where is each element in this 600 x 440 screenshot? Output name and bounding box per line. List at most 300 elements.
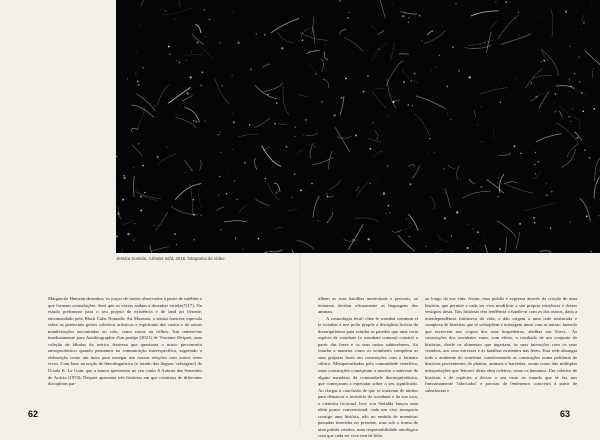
particle-dot: [233, 12, 234, 13]
particle-trail: [313, 28, 315, 45]
particle-dot: [519, 223, 521, 225]
particle-dot: [598, 215, 599, 216]
particle-dot: [480, 186, 482, 188]
particle-trail: [416, 96, 445, 109]
particle-dot: [386, 213, 387, 214]
particle-trail: [199, 160, 201, 171]
particle-dot: [444, 168, 445, 169]
particle-dot: [403, 81, 405, 83]
particle-dot: [514, 145, 516, 147]
particle-trail: [337, 136, 351, 138]
particle-trail: [491, 21, 497, 29]
particle-trail: [398, 235, 415, 251]
particle-trail: [185, 54, 203, 55]
particle-dot: [392, 101, 394, 103]
particle-dot: [311, 183, 313, 185]
particle-dot: [157, 156, 159, 158]
particle-dot: [145, 99, 146, 100]
particle-dot: [165, 10, 166, 11]
particle-trail: [394, 100, 400, 101]
particle-dot: [546, 183, 547, 184]
particle-dot: [484, 42, 485, 43]
particle-dot: [388, 205, 390, 207]
particle-dot: [477, 231, 479, 233]
particle-dot: [442, 26, 443, 27]
particle-dot: [565, 11, 567, 13]
particle-dot: [421, 40, 422, 41]
particle-dot: [579, 81, 580, 82]
particle-dot: [412, 105, 413, 106]
particle-dot: [232, 75, 233, 76]
particle-dot: [285, 146, 287, 148]
particle-dot: [178, 4, 179, 5]
particle-trail: [448, 165, 455, 169]
particle-dot: [193, 214, 195, 216]
particle-trail: [298, 150, 303, 153]
particle-dot: [322, 116, 323, 117]
particle-dot: [409, 183, 411, 185]
particle-trail: [164, 8, 193, 15]
particle-dot: [408, 17, 409, 18]
particle-dot: [535, 173, 536, 174]
particle-dot: [204, 36, 205, 37]
particle-trail: [344, 38, 363, 52]
particle-trail: [301, 28, 309, 37]
particle-trail: [378, 30, 385, 34]
particle-trail: [307, 51, 320, 54]
particle-dot: [541, 16, 542, 17]
particle-trail: [377, 0, 386, 18]
particle-dot: [520, 111, 521, 112]
particle-dot: [533, 217, 535, 219]
particle-dot: [473, 228, 474, 229]
particle-dot: [388, 234, 389, 235]
particle-dot: [411, 80, 412, 81]
particle-dot: [193, 120, 194, 121]
particle-trail: [375, 88, 387, 90]
particle-dot: [264, 34, 266, 36]
particle-dot: [516, 78, 517, 79]
particle-trail: [487, 32, 492, 52]
particle-dot: [543, 60, 545, 62]
particle-dot: [169, 54, 170, 55]
particle-trail: [451, 250, 463, 253]
particle-dot: [451, 236, 452, 237]
particle-trail: [256, 86, 277, 99]
particle-dot: [116, 192, 117, 193]
page-number-right: 63: [560, 409, 570, 419]
particle-trail: [193, 38, 214, 59]
particle-dot: [431, 70, 432, 71]
particle-dot: [463, 175, 464, 176]
particle-dot: [575, 132, 576, 133]
particle-trail: [308, 63, 321, 77]
particle-dot: [406, 76, 407, 77]
particle-dot: [265, 178, 267, 180]
particle-dot: [291, 197, 292, 198]
particle-trail: [562, 149, 576, 168]
particle-dot: [357, 177, 358, 178]
particle-dot: [583, 22, 585, 24]
particle-dot: [220, 152, 221, 153]
particle-dot: [551, 191, 553, 193]
particle-dot: [358, 187, 359, 188]
particle-dot: [467, 247, 469, 249]
particle-dot: [197, 42, 199, 44]
particle-dot: [154, 105, 155, 106]
particle-dot: [581, 164, 582, 165]
particle-dot: [179, 105, 180, 106]
particle-dot: [160, 9, 161, 10]
particle-dot: [388, 115, 389, 116]
particle-dot: [218, 134, 219, 135]
particle-dot: [219, 131, 221, 133]
particle-trail: [131, 129, 138, 132]
particle-dot: [275, 192, 277, 194]
particle-trail: [329, 180, 340, 190]
particle-trail: [190, 184, 193, 214]
particle-dot: [369, 183, 370, 184]
particle-trail: [503, 238, 506, 253]
particle-dot: [477, 125, 478, 126]
particle-dot: [570, 121, 571, 122]
particle-trail: [432, 197, 435, 209]
particle-dot: [219, 176, 220, 177]
particle-dot: [136, 53, 137, 54]
particle-dot: [349, 6, 350, 7]
particle-dot: [140, 196, 142, 198]
particle-trail: [372, 92, 385, 108]
particle-dot: [134, 223, 136, 225]
particle-trail: [157, 154, 175, 164]
particle-dot: [187, 188, 188, 189]
particle-trail: [424, 31, 445, 43]
particle-dot: [370, 148, 372, 150]
particle-dot: [428, 152, 429, 153]
particle-trail: [329, 151, 332, 169]
particle-dot: [250, 68, 252, 70]
particle-dot: [249, 124, 250, 125]
particle-dot: [116, 235, 118, 237]
particle-dot: [518, 11, 519, 12]
particle-trail: [505, 184, 533, 193]
particle-dot: [383, 192, 385, 194]
particle-dot: [408, 22, 409, 23]
particle-trail: [532, 75, 551, 78]
particle-dot: [419, 15, 420, 16]
particle-dot: [133, 167, 134, 168]
particle-dot: [144, 192, 146, 194]
particle-dot: [389, 212, 390, 213]
particle-trail: [135, 192, 160, 199]
particle-dot: [577, 137, 579, 139]
particle-trail: [158, 85, 169, 105]
particle-dot: [186, 92, 188, 94]
particle-dot: [220, 42, 221, 43]
particle-dot: [450, 119, 451, 120]
particle-dot: [127, 78, 128, 79]
particle-dot: [133, 239, 135, 241]
particle-dot: [302, 39, 304, 41]
particle-dot: [327, 196, 328, 197]
particle-dot: [499, 35, 500, 36]
particle-trail: [182, 96, 192, 101]
particle-trail: [540, 251, 552, 253]
particle-trail: [288, 209, 297, 211]
particle-dot: [499, 196, 500, 197]
particle-trail: [463, 191, 490, 198]
particle-dot: [324, 80, 325, 81]
particle-dot: [176, 244, 177, 245]
particle-trail: [580, 199, 590, 222]
particle-dot: [154, 225, 155, 226]
particle-trail: [493, 126, 494, 140]
particle-dot: [193, 180, 194, 181]
particle-dot: [352, 239, 354, 241]
particle-dot: [535, 152, 536, 153]
particle-dot: [378, 48, 380, 50]
particle-trail: [123, 220, 134, 225]
particle-trail: [312, 18, 314, 33]
particle-dot: [534, 222, 536, 224]
particle-dot: [185, 172, 186, 173]
particle-dot: [333, 114, 335, 116]
particle-dot: [467, 224, 468, 225]
particle-trail: [401, 12, 417, 14]
particle-trail: [137, 189, 156, 201]
particle-trail: [412, 165, 419, 178]
particle-trail: [567, 144, 579, 158]
particle-dot: [243, 249, 244, 250]
particle-dot: [481, 107, 482, 108]
particle-trail: [370, 25, 377, 30]
particle-trail: [471, 11, 498, 16]
particle-dot: [409, 236, 411, 238]
particle-dot: [543, 78, 544, 79]
particle-dot: [590, 251, 591, 252]
particle-dot: [570, 222, 571, 223]
particle-trail: [390, 43, 394, 60]
particle-dot: [276, 102, 278, 104]
particle-dot: [456, 211, 458, 213]
particle-dot: [589, 157, 591, 159]
particle-dot: [233, 121, 235, 123]
particle-trail: [501, 34, 530, 44]
particle-trail: [263, 83, 283, 92]
particle-dot: [345, 78, 347, 80]
particle-dot: [402, 15, 404, 17]
particle-dot: [138, 143, 140, 145]
particle-dot: [135, 73, 136, 74]
particle-dot: [500, 102, 501, 103]
particle-dot: [234, 180, 236, 182]
particle-trail: [195, 25, 201, 33]
particle-trail: [279, 124, 286, 125]
particle-dot: [458, 70, 460, 72]
particle-dot: [584, 149, 586, 151]
particle-dot: [593, 108, 595, 110]
particle-dot: [281, 47, 283, 49]
particle-dot: [534, 164, 535, 165]
particle-trail: [533, 172, 541, 178]
particle-dot: [215, 227, 216, 228]
particle-dot: [497, 182, 498, 183]
particle-dot: [174, 19, 175, 20]
particle-trail: [278, 33, 294, 42]
particle-dot: [190, 76, 192, 78]
particle-trail: [313, 196, 319, 217]
particle-dot: [487, 134, 488, 135]
particle-dot: [200, 85, 201, 86]
particle-trail: [570, 87, 588, 97]
particle-dot: [232, 149, 233, 150]
particle-dot: [495, 2, 496, 3]
particle-dot: [167, 147, 168, 148]
particle-dot: [300, 190, 302, 192]
particle-dot: [429, 138, 430, 139]
particle-trail: [132, 145, 143, 156]
particle-trail: [199, 189, 203, 208]
particle-trail: [585, 51, 600, 72]
figure-caption: Jessica Sumida, n.títulos nd/d, 2018, fotograma de vídeo: [116, 256, 416, 261]
particle-trail: [172, 0, 180, 7]
particle-trail: [408, 164, 414, 166]
particle-trail: [368, 138, 381, 142]
particle-trail: [263, 64, 270, 67]
particle-dot: [355, 134, 357, 136]
particle-dot: [363, 91, 364, 92]
text-column-left: [48, 296, 202, 388]
particle-trail: [275, 227, 282, 230]
particle-trail: [457, 166, 459, 179]
particle-trail: [321, 59, 324, 72]
particle-dot: [348, 12, 349, 13]
particle-dot: [392, 3, 393, 4]
particle-trail: [530, 96, 539, 101]
particle-dot: [200, 215, 201, 216]
particle-dot: [194, 239, 195, 240]
paragraph: tilham as suas batalhas intelectuais e pessoais, ao tentarem decifrar eficazmente as linguagens dos animais.: [318, 296, 418, 316]
particle-dot: [444, 217, 446, 219]
particle-trail: [340, 29, 346, 35]
particle-trail: [239, 134, 258, 137]
particle-dot: [414, 72, 416, 74]
particle-dot: [377, 181, 378, 182]
particle-dot: [218, 195, 219, 196]
particle-dot: [406, 219, 407, 220]
particle-trail: [418, 250, 442, 254]
particle-dot: [452, 46, 454, 48]
particle-dot: [294, 126, 295, 127]
particle-trail: [224, 221, 246, 222]
particle-dot: [499, 81, 500, 82]
particle-dot: [469, 76, 471, 78]
particle-dot: [481, 141, 482, 142]
particle-dot: [123, 175, 125, 177]
particle-dot: [569, 79, 571, 81]
particle-trail: [254, 118, 270, 127]
particle-dot: [387, 165, 389, 167]
particle-trail: [349, 224, 364, 249]
particle-dot: [178, 62, 180, 64]
particle-dot: [193, 199, 194, 200]
particle-trail: [372, 42, 389, 60]
particle-trail: [499, 153, 510, 156]
particle-trail: [386, 61, 403, 86]
particle-trail: [559, 111, 562, 117]
particle-trail: [536, 134, 561, 142]
particle-dot: [339, 0, 341, 2]
particle-trail: [169, 88, 191, 104]
particle-dot: [116, 156, 117, 157]
particle-dot: [498, 177, 499, 178]
particle-dot: [372, 122, 373, 123]
particle-dot: [168, 46, 170, 48]
particle-trail: [184, 108, 199, 122]
particle-trail: [324, 79, 329, 88]
paragraph: ao longo da sua vida. Assim, essa pulsão é expressa através da criação de uma história, que permite a cada ser vivo modificar a sua própria existência e deixar vestígios desta. Tais histórias têm tendência a fundir-se com as dos outros, dada a interdependência intrínseca da vida, e dão origem a uma rede intrincada e complexa de histórias que se sobrepõem e interagem umas com as outras: fazendo que escrevem nos corpos dos seus hospedeiros, abelhas nas flores... As construções dos wombates eram, com efeito, o resultado de um conjunto de histórias, desde os alimentos que ingeriam, às suas interações com os seus vizinhos, aos seus estresses e às batalhas existentes nas fezes. Esta rede abrangia todo o ambiente do wombate, transformando as construções numa polifonia de histórias provenientes de plantas, animais e bactérias, assim como das múltiplas interpretações que 'leitores' desta obra coletiva, como os humanos. Um coletivo de histórias e de espécies a deixar o seu rasto no mundo que se faz nos finissimamente 'fabricados' e porosas de fenómenos concretos à partir de substâncias e: [425, 296, 577, 394]
particle-trail: [327, 213, 333, 223]
particle-trail: [185, 161, 193, 172]
particle-trail: [256, 199, 270, 205]
particle-trail: [415, 114, 429, 136]
particle-dot: [537, 161, 539, 163]
particle-trail: [480, 88, 507, 94]
particle-dot: [574, 73, 576, 75]
particle-dot: [176, 114, 177, 115]
particle-dot: [303, 135, 304, 136]
particle-dot: [237, 199, 238, 200]
particle-trail: [582, 15, 584, 22]
particle-trail: [298, 94, 308, 96]
particle-dot: [535, 96, 537, 98]
particle-trail: [176, 118, 196, 128]
particle-trail: [340, 97, 344, 115]
particle-trail: [151, 247, 169, 252]
particle-dot: [541, 61, 543, 63]
particle-trail: [292, 250, 294, 253]
particle-dot: [294, 173, 296, 175]
particle-dot: [407, 104, 409, 106]
video-still-image: [116, 0, 600, 253]
particle-dot: [304, 97, 305, 98]
particle-dot: [520, 152, 522, 154]
particle-dot: [227, 173, 228, 174]
particle-dot: [158, 111, 159, 112]
text-column-middle: [318, 296, 418, 440]
particle-dot: [514, 17, 515, 18]
particle-dot: [341, 97, 343, 99]
particle-dot: [569, 46, 570, 47]
particle-dot: [204, 9, 205, 10]
particle-trail: [524, 203, 555, 211]
particle-dot: [356, 189, 357, 190]
particle-dot: [325, 44, 326, 45]
particle-trail: [344, 239, 358, 241]
particle-trail: [559, 106, 581, 121]
particle-dot: [446, 86, 448, 88]
particle-dot: [142, 165, 144, 167]
particle-trail: [150, 245, 157, 253]
particle-dot: [392, 4, 393, 5]
particle-dot: [484, 234, 485, 235]
particle-trail: [156, 212, 168, 230]
particle-dot: [380, 110, 381, 111]
particle-dot: [122, 250, 123, 251]
particle-dot: [174, 233, 176, 235]
particle-dot: [399, 245, 400, 246]
particle-dot: [436, 67, 437, 68]
